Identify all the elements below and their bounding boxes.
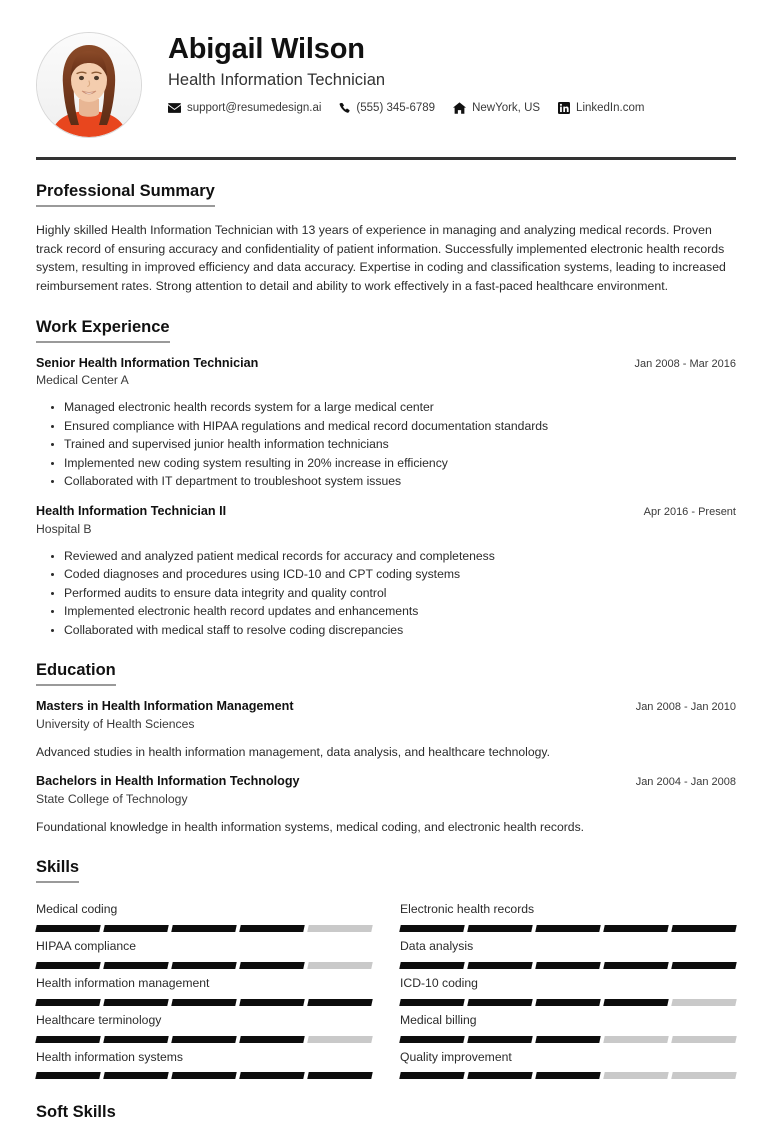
skill-label: Medical coding <box>36 902 118 917</box>
skill-rating-segment <box>307 925 372 932</box>
contact-phone-label: (555) 345-6789 <box>356 102 436 115</box>
skill-item <box>400 895 736 932</box>
experience-entry-head <box>36 356 736 372</box>
skill-rating-segment <box>467 962 532 969</box>
experience-dates: Jan 2008 - Mar 2016 <box>634 357 736 370</box>
resume-header <box>36 24 736 138</box>
list-item: Managed electronic health records system for a large medical center <box>64 398 736 417</box>
skill-rating-segment <box>307 999 372 1006</box>
skill-label: Health information systems <box>36 1049 183 1064</box>
skill-label: Health information management <box>36 975 210 990</box>
section-skills <box>36 858 736 1079</box>
skill-rating-bar <box>36 925 372 932</box>
skill-rating-segment <box>535 1036 600 1043</box>
skill-rating-segment <box>35 1036 100 1043</box>
skill-rating-segment <box>103 999 168 1006</box>
education-description: Advanced studies in health information management, data analysis, and healthcare technology. <box>36 744 551 759</box>
skill-item <box>36 895 372 932</box>
skills-grid <box>36 895 736 1079</box>
skill-rating-segment <box>103 1036 168 1043</box>
skill-label: Healthcare terminology <box>36 1012 162 1027</box>
list-item: Collaborated with IT department to troubleshoot system issues <box>64 472 736 491</box>
education-dates: Jan 2008 - Jan 2010 <box>635 701 736 714</box>
skill-label: Quality improvement <box>400 1049 512 1064</box>
experience-organization: Hospital B <box>36 521 92 536</box>
skill-rating-segment <box>35 925 100 932</box>
skill-rating-bar <box>36 962 372 969</box>
experience-role: Senior Health Information Technician <box>36 355 259 370</box>
home-icon <box>453 102 466 114</box>
skill-rating-segment <box>239 925 304 932</box>
list-item: Ensured compliance with HIPAA regulations and medical record documentation standards <box>64 417 736 436</box>
education-institution: University of Health Sciences <box>36 717 195 732</box>
skill-rating-segment <box>535 962 600 969</box>
skill-item <box>36 1043 372 1080</box>
skill-rating-segment <box>239 1072 304 1079</box>
skill-item <box>36 1006 372 1043</box>
skill-rating-segment <box>239 999 304 1006</box>
list-item: Performed audits to ensure data integrity and quality control <box>64 584 736 603</box>
skill-rating-bar <box>36 1036 372 1043</box>
skill-rating-segment <box>307 1036 372 1043</box>
education-entry <box>36 699 736 761</box>
section-heading-experience: Work Experience <box>36 318 170 343</box>
skill-rating-segment <box>239 1036 304 1043</box>
summary-text: Highly skilled Health Information Technician with 13 years of experience in managing and analyzing medical records. Proven track record of ensuring accuracy and confidentiality of patient information. Successfully implemented electronic health records system, resulting in improved efficiency and data accuracy. Expertise in coding and classification systems, leading to increased reimbursement rates. Strong attention to detail and ability to work effectively in a fast-paced healthcare environment. <box>36 222 726 294</box>
skill-rating-segment <box>603 962 668 969</box>
section-professional-summary <box>36 182 736 296</box>
skill-label: HIPAA compliance <box>36 938 137 953</box>
linkedin-icon <box>558 102 570 114</box>
skill-rating-segment <box>171 1036 236 1043</box>
skill-rating-segment <box>239 962 304 969</box>
skill-rating-segment <box>399 999 464 1006</box>
experience-entry <box>36 356 736 491</box>
skill-rating-segment <box>671 1072 736 1079</box>
education-entry-head <box>36 699 736 715</box>
section-education <box>36 661 736 836</box>
skill-rating-segment <box>35 999 100 1006</box>
skill-rating-segment <box>603 1072 668 1079</box>
skill-rating-segment <box>467 1072 532 1079</box>
experience-role: Health Information Technician II <box>36 504 227 519</box>
education-institution: State College of Technology <box>36 791 188 806</box>
education-dates: Jan 2004 - Jan 2008 <box>635 776 736 789</box>
skill-rating-bar <box>36 1072 372 1079</box>
skill-item <box>36 969 372 1006</box>
skill-item <box>400 1006 736 1043</box>
list-item: Reviewed and analyzed patient medical records for accuracy and completeness <box>64 547 736 566</box>
skill-rating-segment <box>171 999 236 1006</box>
skill-rating-segment <box>307 1072 372 1079</box>
skill-rating-segment <box>603 999 668 1006</box>
education-degree: Bachelors in Health Information Technology <box>36 774 300 789</box>
experience-bullets <box>36 547 736 640</box>
job-title: Health Information Technician <box>168 71 386 90</box>
skill-rating-segment <box>399 962 464 969</box>
section-work-experience <box>36 318 736 640</box>
skill-rating-segment <box>535 999 600 1006</box>
skill-rating-segment <box>671 925 736 932</box>
skill-item <box>400 969 736 1006</box>
section-heading-skills: Skills <box>36 858 79 883</box>
skill-rating-segment <box>671 962 736 969</box>
list-item: Trained and supervised junior health information technicians <box>64 435 736 454</box>
skill-rating-segment <box>467 925 532 932</box>
contact-email-label: support@resumedesign.ai <box>187 102 322 115</box>
skill-rating-segment <box>467 1036 532 1043</box>
experience-dates: Apr 2016 - Present <box>643 506 736 519</box>
experience-entry-head <box>36 504 736 520</box>
phone-icon <box>339 102 350 114</box>
experience-bullets <box>36 398 736 491</box>
page-title: Abigail Wilson <box>168 33 365 65</box>
skill-rating-segment <box>307 962 372 969</box>
experience-entry <box>36 504 736 639</box>
skill-item <box>400 1043 736 1080</box>
education-description: Foundational knowledge in health information systems, medical coding, and electronic health records. <box>36 819 585 834</box>
skill-rating-bar <box>400 962 736 969</box>
skill-label: ICD-10 coding <box>400 975 478 990</box>
skill-rating-segment <box>171 1072 236 1079</box>
contact-linkedin[interactable] <box>558 102 644 114</box>
skill-label: Data analysis <box>400 938 474 953</box>
education-entry-head <box>36 774 736 790</box>
identity-block <box>168 30 736 114</box>
experience-organization: Medical Center A <box>36 373 129 388</box>
section-heading-summary: Professional Summary <box>36 182 215 207</box>
skill-item <box>400 932 736 969</box>
section-soft-skills <box>36 1103 736 1126</box>
skill-label: Medical billing <box>400 1012 477 1027</box>
skill-rating-segment <box>399 925 464 932</box>
skill-rating-segment <box>671 1036 736 1043</box>
skill-rating-segment <box>671 999 736 1006</box>
skill-rating-segment <box>35 1072 100 1079</box>
skill-rating-segment <box>103 962 168 969</box>
header-divider <box>36 157 736 160</box>
section-heading-soft-skills: Soft Skills <box>36 1103 116 1122</box>
skill-rating-segment <box>535 1072 600 1079</box>
skill-rating-bar <box>400 1072 736 1079</box>
contact-phone[interactable] <box>339 102 435 114</box>
skill-rating-segment <box>399 1036 464 1043</box>
education-entry <box>36 774 736 836</box>
list-item: Implemented electronic health record updates and enhancements <box>64 602 736 621</box>
skill-label: Electronic health records <box>400 902 535 917</box>
avatar <box>36 32 142 138</box>
contact-location[interactable] <box>453 102 540 114</box>
envelope-icon <box>168 103 181 113</box>
contact-row <box>168 102 736 114</box>
skill-rating-bar <box>36 999 372 1006</box>
skill-rating-segment <box>467 999 532 1006</box>
skill-rating-segment <box>535 925 600 932</box>
skill-rating-bar <box>400 999 736 1006</box>
skill-rating-segment <box>103 1072 168 1079</box>
education-degree: Masters in Health Information Management <box>36 699 294 714</box>
skill-rating-segment <box>35 962 100 969</box>
section-heading-education: Education <box>36 661 116 686</box>
skill-rating-segment <box>603 925 668 932</box>
skill-item <box>36 932 372 969</box>
list-item: Collaborated with medical staff to resolve coding discrepancies <box>64 621 736 640</box>
list-item: Implemented new coding system resulting in 20% increase in efficiency <box>64 454 736 473</box>
contact-location-label: NewYork, US <box>472 102 541 115</box>
skill-rating-bar <box>400 925 736 932</box>
skill-rating-segment <box>103 925 168 932</box>
skill-rating-segment <box>171 925 236 932</box>
profile-photo-illustration <box>37 33 141 137</box>
skill-rating-bar <box>400 1036 736 1043</box>
list-item: Coded diagnoses and procedures using ICD-10 and CPT coding systems <box>64 565 736 584</box>
contact-linkedin-label: LinkedIn.com <box>576 102 645 115</box>
skill-rating-segment <box>171 962 236 969</box>
contact-email[interactable] <box>168 102 321 114</box>
skill-rating-segment <box>399 1072 464 1079</box>
skill-rating-segment <box>603 1036 668 1043</box>
